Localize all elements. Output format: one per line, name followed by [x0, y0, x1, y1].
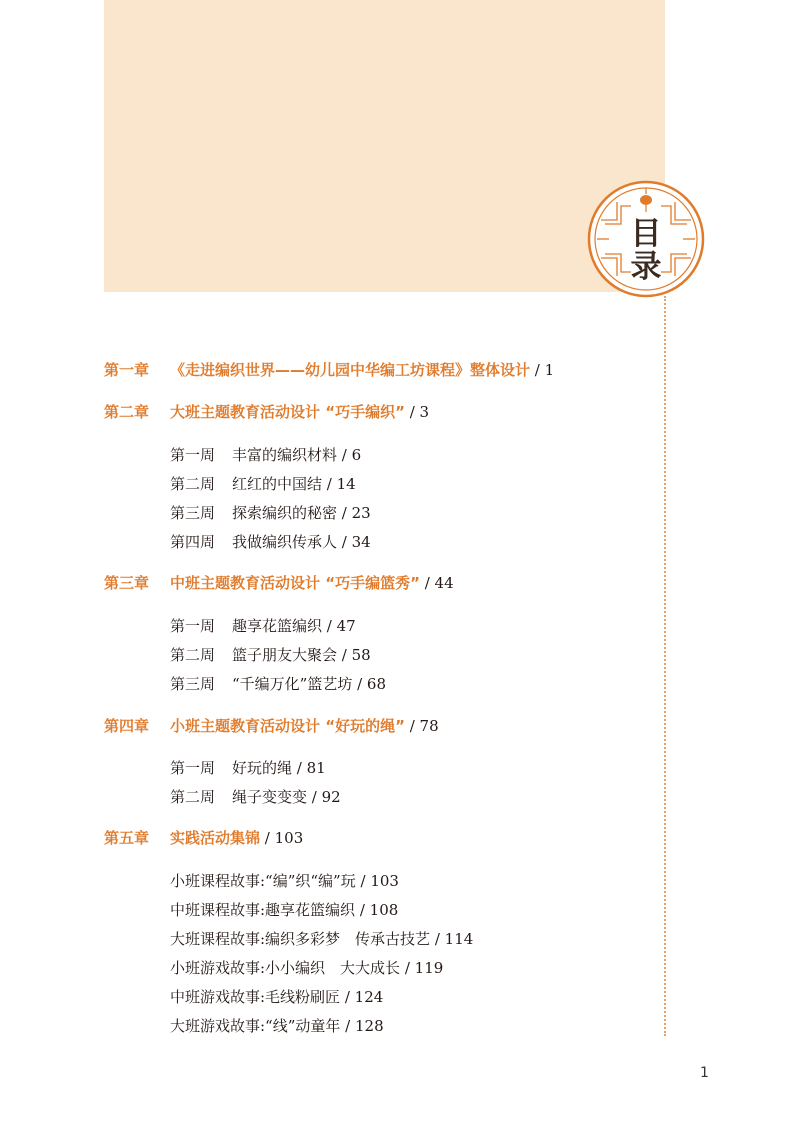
- toc-title-line1: 目: [630, 216, 662, 252]
- page-ref: / 58: [337, 646, 371, 664]
- story-entry[interactable]: [170, 958, 443, 978]
- week-title: 好玩的绳: [232, 759, 293, 777]
- week-entry[interactable]: [170, 445, 361, 465]
- week-entry[interactable]: [170, 503, 371, 523]
- chapter-label: 第二章: [104, 403, 150, 421]
- story-entry[interactable]: [170, 900, 398, 920]
- week-label: 第二周: [170, 788, 216, 806]
- chapter-label: 第一章: [104, 361, 150, 379]
- story-entry[interactable]: [170, 987, 383, 1007]
- week-title: 趣享花篮编织: [232, 617, 323, 635]
- page-ref: / 103: [355, 872, 399, 890]
- week-title: 篮子朋友大聚会: [232, 646, 338, 664]
- page-ref: / 34: [337, 533, 371, 551]
- chapter-3-entry[interactable]: [104, 573, 454, 593]
- page-ref: / 23: [337, 504, 371, 522]
- week-title: 红红的中国结: [232, 475, 323, 493]
- chapter-title: 大班主题教育活动设计 “巧手编织”: [170, 403, 405, 421]
- week-entry[interactable]: [170, 674, 386, 694]
- page-number: 1: [700, 1065, 709, 1081]
- chapter-title: 《走进编织世界——幼儿园中华编工坊课程》整体设计: [170, 361, 531, 379]
- chapter-4-entry[interactable]: [104, 716, 439, 736]
- week-title: 丰富的编织材料: [232, 446, 338, 464]
- page-ref: / 78: [404, 717, 439, 735]
- week-entry[interactable]: [170, 645, 371, 665]
- page-ref: / 114: [430, 930, 474, 948]
- chapter-5-entry[interactable]: [104, 828, 303, 848]
- week-entry[interactable]: [170, 758, 326, 778]
- chapter-title: 中班主题教育活动设计 “巧手编篮秀”: [170, 574, 420, 592]
- chapter-label: 第五章: [104, 829, 150, 847]
- story-title: 大班游戏故事:“线”动童年: [170, 1017, 341, 1035]
- page-ref: / 14: [322, 475, 356, 493]
- page-ref: / 44: [419, 574, 454, 592]
- story-entry[interactable]: [170, 929, 473, 949]
- week-entry[interactable]: [170, 474, 356, 494]
- week-label: 第二周: [170, 475, 216, 493]
- page-ref: / 103: [260, 829, 304, 847]
- week-entry[interactable]: [170, 616, 356, 636]
- page-ref: / 68: [352, 675, 387, 693]
- page-ref: / 124: [340, 988, 384, 1006]
- page-ref: / 108: [355, 901, 399, 919]
- page-ref: / 81: [292, 759, 326, 777]
- chapter-2-entry[interactable]: [104, 402, 429, 422]
- page-ref: / 128: [340, 1017, 384, 1035]
- week-label: 第一周: [170, 446, 216, 464]
- chapter-title: 小班主题教育活动设计 “好玩的绳”: [170, 717, 405, 735]
- week-title: 探索编织的秘密: [232, 504, 338, 522]
- story-entry[interactable]: [170, 871, 399, 891]
- page-ref: / 3: [404, 403, 430, 421]
- story-entry[interactable]: [170, 1016, 384, 1036]
- week-label: 第三周: [170, 504, 216, 522]
- week-label: 第四周: [170, 533, 216, 551]
- page-ref: / 1: [530, 361, 555, 379]
- story-title: 中班游戏故事:毛线粉刷匠: [170, 988, 341, 1006]
- week-title: 我做编织传承人: [232, 533, 338, 551]
- page-ref: / 6: [337, 446, 362, 464]
- week-label: 第三周: [170, 675, 216, 693]
- chapter-label: 第四章: [104, 717, 150, 735]
- week-label: 第二周: [170, 646, 216, 664]
- chapter-1-entry[interactable]: [104, 360, 554, 380]
- week-entry[interactable]: [170, 532, 371, 552]
- toc-title-line2: 录: [630, 248, 662, 285]
- week-title: 绳子变变变: [232, 788, 308, 806]
- story-title: 小班课程故事:“编”织“编”玩: [170, 872, 356, 890]
- story-title: 小班游戏故事:小小编织 大大成长: [170, 959, 401, 977]
- story-title: 中班课程故事:趣享花篮编织: [170, 901, 356, 919]
- page-ref: / 119: [400, 959, 444, 977]
- page-ref: / 47: [322, 617, 356, 635]
- week-title: “千编万化”篮艺坊: [232, 675, 353, 693]
- page-ref: / 92: [307, 788, 341, 806]
- chapter-title: 实践活动集锦: [170, 829, 261, 847]
- week-label: 第一周: [170, 617, 216, 635]
- chapter-label: 第三章: [104, 574, 150, 592]
- week-label: 第一周: [170, 759, 216, 777]
- week-entry[interactable]: [170, 787, 341, 807]
- story-title: 大班课程故事:编织多彩梦 传承古技艺: [170, 930, 431, 948]
